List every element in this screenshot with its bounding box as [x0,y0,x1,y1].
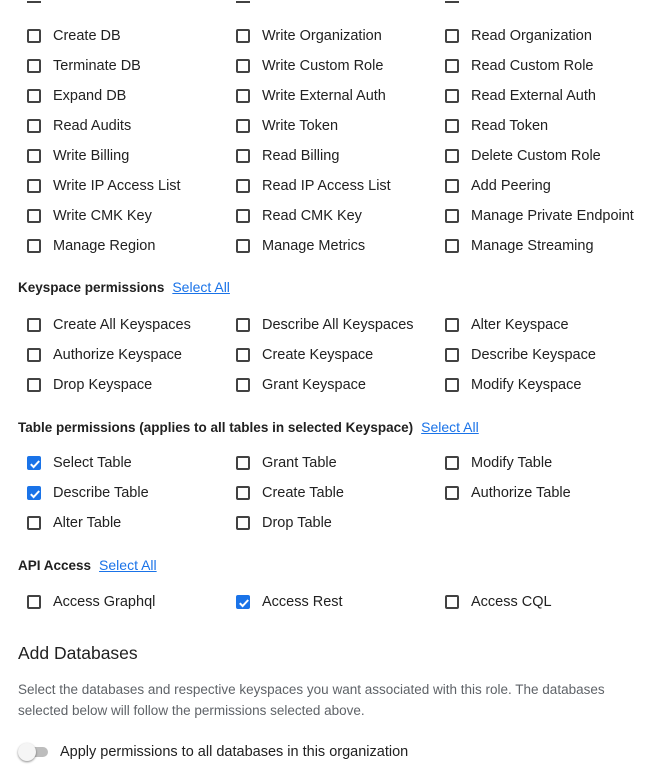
checkbox-write-organization[interactable] [236,28,382,44]
permission-row [0,115,651,137]
checkbox-manage-metrics[interactable] [236,238,365,254]
keyspace-permissions-heading [18,279,230,295]
checkbox-label: Create Table [262,485,344,501]
add-databases-description: Select the databases and respective keyspaces you want associated with this role. The databases selected below will follow the permissions selected above. [18,682,605,718]
checkbox-empty-icon[interactable] [445,149,459,163]
checkbox-empty-icon[interactable] [445,179,459,193]
checkbox-label: Create DB [53,28,121,44]
toggle-thumb [18,743,36,761]
checkbox-label: Describe All Keyspaces [262,317,414,333]
permission-row [0,85,651,107]
checkbox-label: Select Table [53,455,132,471]
permission-row [0,512,651,534]
checkbox-label: Grant Keyspace [262,377,366,393]
checkbox-empty-icon[interactable] [236,348,250,362]
permission-row [0,452,651,474]
checkbox-empty-icon[interactable] [445,29,459,43]
checkbox-empty-icon[interactable] [236,59,250,73]
checkbox-empty-icon[interactable] [445,348,459,362]
checkbox-partial[interactable] [27,0,41,3]
permission-row [0,482,651,504]
keyspace-permissions-title: Keyspace permissions [18,280,165,295]
checkbox-label: Access Rest [262,594,343,610]
permission-row [0,55,651,77]
checkbox-label: Authorize Keyspace [53,347,182,363]
checkbox-empty-icon[interactable] [445,59,459,73]
checkbox-label: Manage Metrics [262,238,366,254]
checkbox-label: Authorize Table [471,485,571,501]
checkbox-empty-icon[interactable] [236,516,250,530]
checkbox-empty-icon[interactable] [27,149,41,163]
checkbox-empty-icon[interactable] [236,239,250,253]
checkmark-icon [28,487,42,501]
checkbox-empty-icon[interactable] [236,486,250,500]
checkbox-empty-icon[interactable] [27,318,41,332]
checkbox-label: Read Audits [53,118,132,134]
checkbox-label: Write CMK Key [53,208,152,224]
checkbox-label: Access CQL [471,594,552,610]
checkbox-write-ip-access-list[interactable] [27,178,181,194]
checkbox-empty-icon[interactable] [236,149,250,163]
checkbox-read-cmk-key[interactable] [236,208,362,224]
checkbox-label: Alter Keyspace [471,317,569,333]
checkbox-alter-keyspace[interactable] [445,317,569,333]
checkbox-describe-table[interactable] [27,485,149,501]
checkbox-write-cmk-key[interactable] [27,208,152,224]
checkbox-read-billing[interactable] [236,148,339,164]
checkbox-describe-all-keyspaces[interactable] [236,317,414,333]
checkbox-label: Terminate DB [53,58,141,74]
table-select-all-link[interactable]: Select All [421,419,479,435]
checkbox-empty-icon[interactable] [27,209,41,223]
checkbox-label: Manage Streaming [471,238,594,254]
checkbox-authorize-table[interactable] [445,485,571,501]
checkbox-label: Read Token [471,118,549,134]
checkbox-read-ip-access-list[interactable] [236,178,391,194]
checkbox-checked-icon[interactable] [27,486,41,500]
checkbox-label: Write Token [262,118,339,134]
checkbox-authorize-keyspace[interactable] [27,347,182,363]
checkbox-label: Add Peering [471,178,551,194]
checkbox-empty-icon[interactable] [27,348,41,362]
checkbox-empty-icon[interactable] [445,239,459,253]
checkbox-empty-icon[interactable] [236,318,250,332]
api-select-all-link[interactable]: Select All [99,557,157,573]
checkbox-empty-icon[interactable] [445,318,459,332]
checkbox-empty-icon[interactable] [27,59,41,73]
checkbox-label: Alter Table [53,515,122,531]
permission-row [0,145,651,167]
checkbox-write-custom-role[interactable] [236,58,383,74]
checkbox-label: Read Organization [471,28,592,44]
checkbox-empty-icon[interactable] [236,378,250,392]
checkbox-drop-keyspace[interactable] [27,377,152,393]
apply-all-databases-label: Apply permissions to all databases in this organization [60,744,409,760]
checkbox-label: Grant Table [262,455,337,471]
checkbox-empty-icon[interactable] [445,378,459,392]
checkbox-empty-icon[interactable] [27,378,41,392]
checkbox-empty-icon[interactable] [236,29,250,43]
api-access-title: API Access [18,558,92,573]
checkbox-partial[interactable] [236,0,250,3]
add-databases-title: Add Databases [18,643,138,663]
checkbox-checked-icon[interactable] [236,595,250,609]
checkbox-write-billing[interactable] [27,148,129,164]
checkbox-alter-table[interactable] [27,515,121,531]
checkbox-label: Read Custom Role [471,58,594,74]
checkbox-write-token[interactable] [236,118,338,134]
checkbox-empty-icon[interactable] [27,29,41,43]
checkbox-label: Manage Region [53,238,156,254]
checkbox-label: Manage Private Endpoint [471,208,634,224]
checkbox-label: Modify Table [471,455,553,471]
checkbox-create-keyspace[interactable] [236,347,373,363]
checkbox-empty-icon[interactable] [445,119,459,133]
checkbox-empty-icon[interactable] [236,209,250,223]
checkbox-terminate-db[interactable] [27,58,141,74]
permission-row [0,25,651,47]
checkbox-label: Write IP Access List [53,178,181,194]
checkbox-create-db[interactable] [27,28,121,44]
checkbox-empty-icon[interactable] [445,89,459,103]
apply-all-databases-row [18,742,408,762]
checkbox-read-custom-role[interactable] [445,58,594,74]
checkbox-label: Expand DB [53,88,127,104]
table-permissions-title: Table permissions (applies to all tables in selected Keyspace) [18,420,414,435]
checkbox-manage-region[interactable] [27,238,155,254]
checkbox-manage-streaming[interactable] [445,238,594,254]
checkbox-modify-keyspace[interactable] [445,377,581,393]
checkbox-label: Access Graphql [53,594,156,610]
checkbox-empty-icon[interactable] [445,595,459,609]
checkbox-empty-icon[interactable] [27,89,41,103]
apply-all-databases-toggle[interactable] [18,742,50,762]
checkbox-label: Read External Auth [471,88,596,104]
permission-row [0,314,651,336]
checkbox-empty-icon[interactable] [445,486,459,500]
checkbox-read-audits[interactable] [27,118,131,134]
checkbox-label: Create All Keyspaces [53,317,191,333]
checkmark-icon [237,596,251,610]
checkbox-label: Describe Keyspace [471,347,596,363]
checkbox-delete-custom-role[interactable] [445,148,601,164]
checkbox-empty-icon[interactable] [27,239,41,253]
checkbox-label: Delete Custom Role [471,148,601,164]
checkbox-empty-icon[interactable] [236,456,250,470]
checkbox-label: Modify Keyspace [471,377,582,393]
checkbox-label: Read IP Access List [262,178,391,194]
checkbox-write-external-auth[interactable] [236,88,386,104]
keyspace-select-all-link[interactable]: Select All [172,279,230,295]
checkbox-label: Create Keyspace [262,347,374,363]
checkbox-empty-icon[interactable] [445,456,459,470]
permission-row [0,591,651,613]
checkbox-empty-icon[interactable] [27,595,41,609]
checkbox-modify-table[interactable] [445,455,552,471]
checkbox-grant-table[interactable] [236,455,337,471]
checkbox-create-table[interactable] [236,485,344,501]
checkbox-label: Drop Keyspace [53,377,153,393]
checkbox-label: Write External Auth [262,88,386,104]
checkbox-empty-icon[interactable] [236,179,250,193]
checkbox-label: Write Billing [53,148,130,164]
permission-row [0,175,651,197]
checkbox-empty-icon[interactable] [445,209,459,223]
checkbox-empty-icon[interactable] [236,119,250,133]
checkbox-empty-icon[interactable] [236,89,250,103]
checkbox-access-graphql[interactable] [27,594,155,610]
checkbox-label: Read Billing [262,148,340,164]
permission-row [0,235,651,257]
checkbox-partial[interactable] [445,0,459,3]
checkmark-icon [28,457,42,471]
checkbox-label: Drop Table [262,515,332,531]
checkbox-read-organization[interactable] [445,28,592,44]
checkbox-label: Read CMK Key [262,208,362,224]
permission-row [0,344,651,366]
checkbox-empty-icon[interactable] [27,119,41,133]
checkbox-grant-keyspace[interactable] [236,377,366,393]
checkbox-label: Write Organization [262,28,382,44]
table-permissions-heading [18,419,479,435]
checkbox-manage-private-endpoint[interactable] [445,208,634,224]
permission-row [0,374,651,396]
checkbox-label: Describe Table [53,485,149,501]
checkbox-access-rest[interactable] [236,594,343,610]
checkbox-create-all-keyspaces[interactable] [27,317,191,333]
checkbox-drop-table[interactable] [236,515,332,531]
checkbox-read-token[interactable] [445,118,548,134]
checkbox-checked-icon[interactable] [27,456,41,470]
checkbox-read-external-auth[interactable] [445,88,596,104]
checkbox-select-table[interactable] [27,455,132,471]
checkbox-empty-icon[interactable] [27,179,41,193]
checkbox-expand-db[interactable] [27,88,126,104]
checkbox-access-cql[interactable] [445,594,552,610]
permission-row [0,205,651,227]
checkbox-describe-keyspace[interactable] [445,347,596,363]
api-access-heading [18,557,157,573]
checkbox-add-peering[interactable] [445,178,551,194]
checkbox-empty-icon[interactable] [27,516,41,530]
checkbox-label: Write Custom Role [262,58,384,74]
